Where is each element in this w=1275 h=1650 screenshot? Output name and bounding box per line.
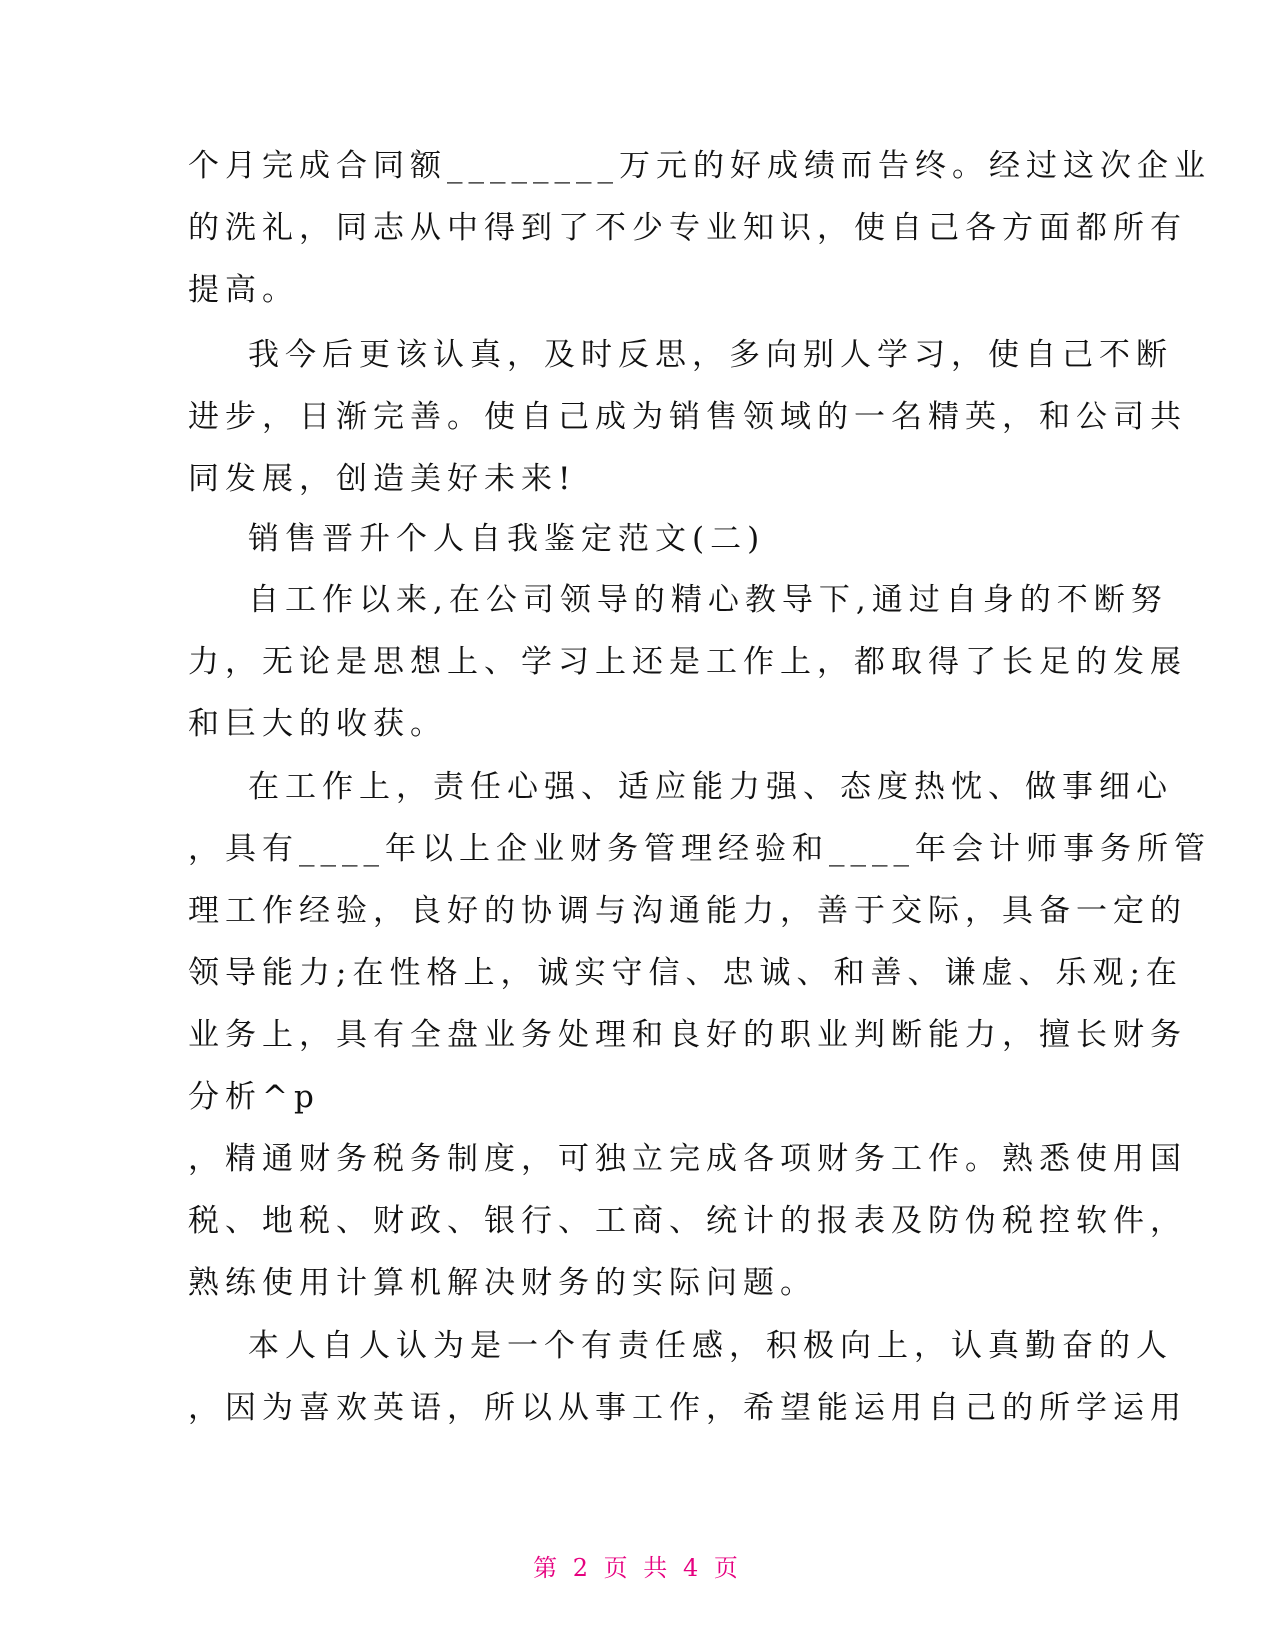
paragraph-first-line: 在工作上，责任心强、适应能力强、态度热忱、做事细心 [248,769,1173,805]
paragraph-first-line: 我今后更该认真，及时反思，多向别人学习，使自己不断 [248,337,1173,373]
text-line: 个月完成合同额________万元的好成绩而告终。经过这次企业 [188,148,1211,184]
paragraph-first-line: 本人自人认为是一个有责任感，积极向上，认真勤奋的人 [248,1328,1173,1364]
text-line: 分析^p [188,1079,320,1115]
section-heading: 销售晋升个人自我鉴定范文(二) [248,521,766,557]
text-line: 的洗礼，同志从中得到了不少专业知识，使自己各方面都所有 [188,210,1187,246]
text-line: 理工作经验，良好的协调与沟通能力，善于交际，具备一定的 [188,893,1187,929]
text-line: 业务上，具有全盘业务处理和良好的职业判断能力，擅长财务 [188,1017,1187,1053]
page-number-footer: 第 2 页 共 4 页 [533,1554,742,1582]
text-line: 进步，日渐完善。使自己成为销售领域的一名精英，和公司共 [188,399,1187,435]
text-line: ，精通财务税务制度，可独立完成各项财务工作。熟悉使用国 [188,1141,1187,1177]
text-line: 领导能力;在性格上，诚实守信、忠诚、和善、谦虚、乐观;在 [188,955,1183,991]
text-line: 提高。 [188,272,299,308]
text-line: 同发展，创造美好未来! [188,461,577,497]
text-line: 力，无论是思想上、学习上还是工作上，都取得了长足的发展 [188,644,1187,680]
text-line: 税、地税、财政、银行、工商、统计的报表及防伪税控软件， [188,1203,1187,1239]
text-line: 熟练使用计算机解决财务的实际问题。 [188,1265,817,1301]
text-line: ，因为喜欢英语，所以从事工作，希望能运用自己的所学运用 [188,1390,1187,1426]
text-line: 和巨大的收获。 [188,706,447,742]
paragraph-first-line: 自工作以来,在公司领导的精心教导下,通过自身的不断努 [248,582,1168,618]
text-line: ，具有____年以上企业财务管理经验和____年会计师事务所管 [188,831,1211,867]
